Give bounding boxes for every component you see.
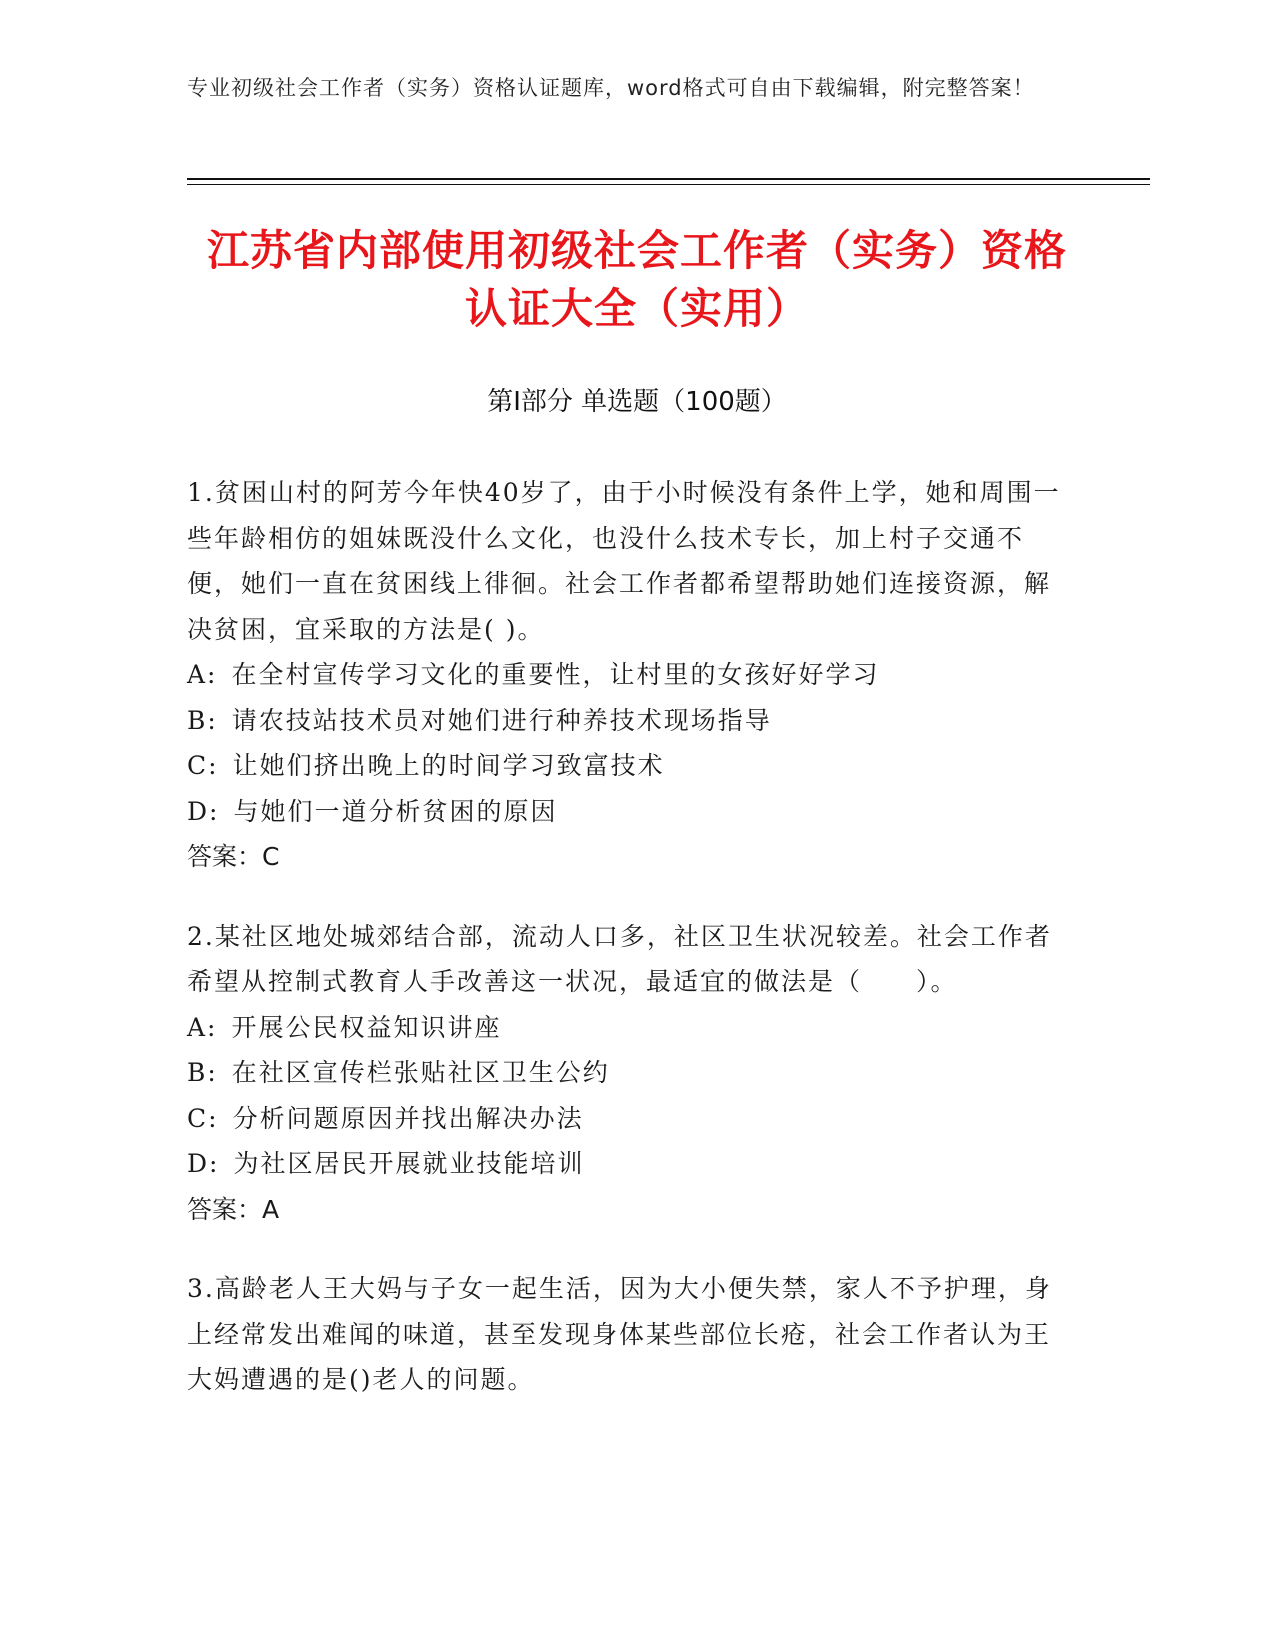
option-key: C: — [187, 1103, 219, 1133]
option-text: 为社区居民开展就业技能培训 — [233, 1149, 585, 1178]
option-key: C: — [187, 751, 219, 780]
header-note: 专业初级社会工作者（实务）资格认证题库，word格式可自由下载编辑，附完整答案！ — [187, 76, 1035, 100]
option-key: B: — [187, 1058, 218, 1087]
option-b — [187, 698, 1067, 744]
section-title: 第Ⅰ部分 单选题（100题） — [487, 387, 787, 417]
option-a — [187, 652, 1067, 698]
option-text: 请农技站技术员对她们进行种养技术现场指导 — [231, 705, 772, 735]
question-stem: 2.某社区地处城郊结合部，流动人口多，社区卫生状况较差。社会工作者希望从控制式教育人手改善这一状况，最适宜的做法是（ ）。 — [187, 921, 1052, 996]
option-c — [187, 1096, 1067, 1142]
option-d — [187, 1141, 1067, 1187]
header-divider-thick — [187, 178, 1150, 180]
option-a — [187, 1005, 1067, 1051]
option-text: 在社区宣传栏张贴社区卫生公约 — [231, 1058, 610, 1087]
answer-line: 答案：A — [187, 1194, 280, 1224]
question-1 — [187, 470, 1067, 880]
question-stem: 1.贫困山村的阿芳今年快40岁了，由于小时候没有条件上学，她和周围一些年龄相仿的姐妹既没什么文化，也没什么技术专长，加上村子交通不便，她们一直在贫困线上徘徊。社会工作者都希望帮助她们连接资源，解决贫困，宜采取的方法是( )。 — [187, 478, 1061, 644]
option-b — [187, 1050, 1067, 1096]
document-title: 江苏省内部使用初级社会工作者（实务）资格认证大全（实用） — [206, 226, 1067, 333]
question-list — [187, 470, 1067, 1437]
answer-line: 答案：C — [187, 842, 280, 871]
option-text: 让她们挤出晚上的时间学习致富技术 — [232, 751, 665, 780]
option-text: 开展公民权益知识讲座 — [231, 1012, 502, 1042]
question-stem: 3.高龄老人王大妈与子女一起生活，因为大小便失禁，家人不予护理，身上经常发出难闻的味道，甚至发现身体某些部位长疮，社会工作者认为王大妈遭遇的是()老人的问题。 — [187, 1274, 1052, 1394]
header-divider-thin — [187, 184, 1150, 185]
question-2 — [187, 914, 1067, 1233]
option-text: 分析问题原因并找出解决办法 — [232, 1103, 584, 1133]
option-key: A: — [187, 1012, 218, 1042]
option-key: B: — [187, 705, 218, 735]
option-key: D: — [187, 796, 220, 826]
option-c — [187, 743, 1067, 789]
option-text: 在全村宣传学习文化的重要性，让村里的女孩好好学习 — [231, 660, 880, 689]
option-key: A: — [187, 660, 218, 689]
question-3 — [187, 1266, 1067, 1403]
option-text: 与她们一道分析贫困的原因 — [233, 796, 558, 826]
option-key: D: — [187, 1149, 220, 1178]
option-d — [187, 789, 1067, 835]
